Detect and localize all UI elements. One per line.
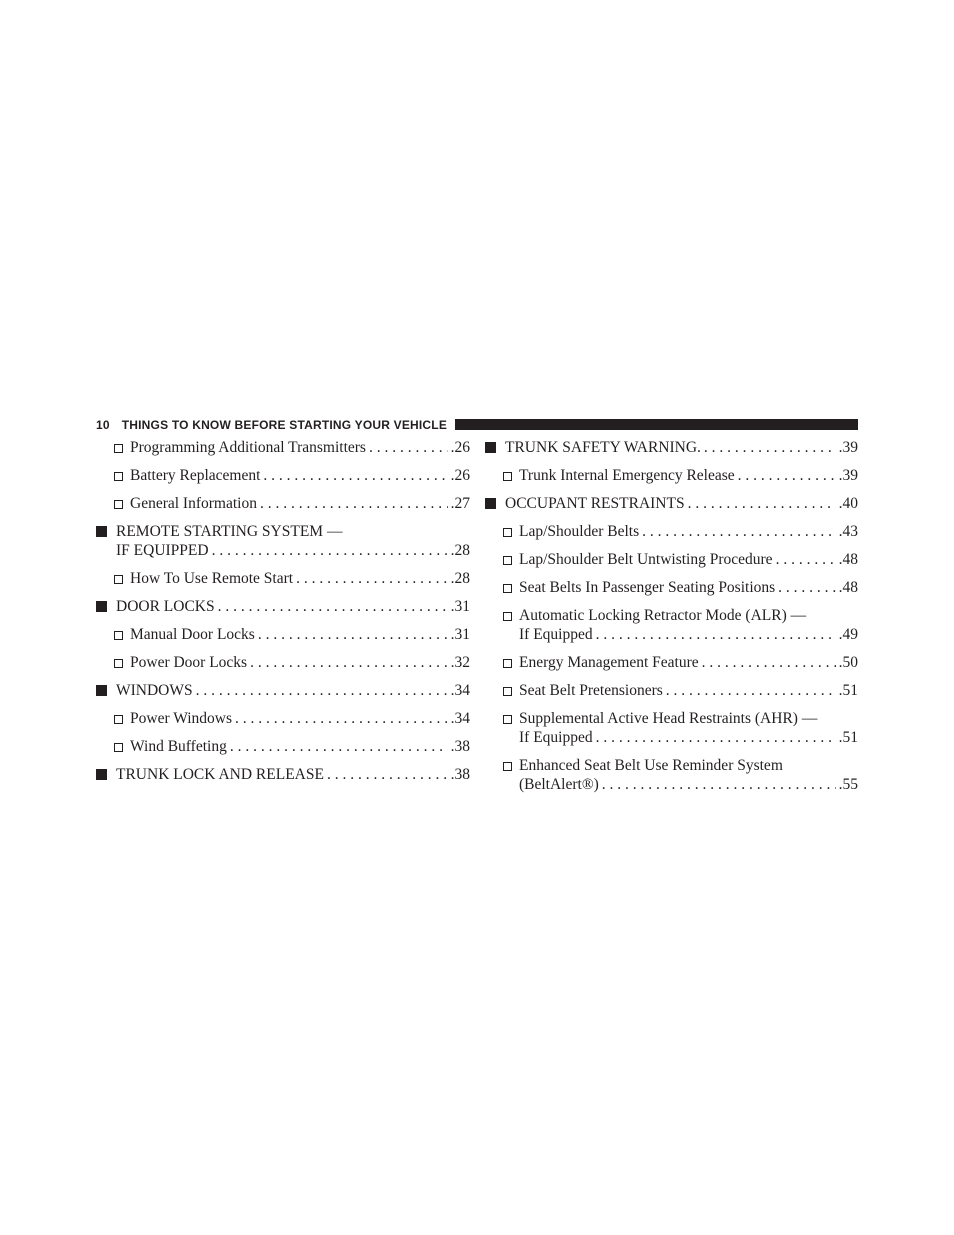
entry-title: Seat Belts In Passenger Seating Positions [519,579,776,596]
entry-title: IF EQUIPPED [116,542,209,559]
dot-leader [776,550,836,569]
toc-subsection-entry[interactable] [485,578,858,597]
entry-title: Energy Management Feature [519,654,699,671]
dot-leader [642,522,836,541]
entry-line [519,578,858,597]
toc-left-column [96,438,470,793]
entry-bullet [503,550,512,572]
toc-subsection-entry[interactable] [485,681,858,700]
entry-page-number: .51 [838,682,858,699]
square-bullet-icon [96,601,107,612]
entry-line [519,466,858,485]
page-number: 10 [96,417,110,432]
entry-bullet [114,737,123,759]
toc-section-entry[interactable] [96,765,470,784]
dot-leader [778,578,835,597]
hollow-square-bullet-icon [114,444,123,453]
hollow-square-bullet-icon [503,612,512,621]
entry-page-number: .26 [450,439,470,456]
dot-leader [666,681,836,700]
dot-leader [196,681,448,700]
entry-line [130,737,470,756]
entry-title: How To Use Remote Start [130,570,294,587]
square-bullet-icon [96,769,107,780]
entry-title: Seat Belt Pretensioners [519,682,663,699]
toc-section-entry[interactable] [96,522,470,560]
toc-subsection-entry[interactable] [485,550,858,569]
entry-bullet [485,494,496,514]
entry-line [519,606,858,625]
entry-title: Programming Additional Transmitters [130,439,366,456]
entry-title: WINDOWS [116,682,193,699]
toc-section-entry[interactable] [96,597,470,616]
entry-title: REMOTE STARTING SYSTEM — [116,523,343,540]
entry-title: Automatic Locking Retractor Mode (ALR) — [519,607,807,624]
entry-title: TRUNK LOCK AND RELEASE [116,766,324,783]
entry-bullet [503,578,512,600]
header-rule [455,419,858,430]
dot-leader [369,438,448,457]
dot-leader [235,709,448,728]
toc-subsection-entry[interactable] [485,653,858,672]
entry-page-number: .32 [450,654,470,671]
entry-title: Trunk Internal Emergency Release [519,467,735,484]
entry-title: Wind Buffeting [130,738,227,755]
entry-bullet [114,569,123,591]
square-bullet-icon [96,526,107,537]
entry-line [519,681,858,700]
entry-page-number: .26 [450,467,470,484]
toc-section-entry[interactable] [485,494,858,513]
toc-subsection-entry[interactable] [485,522,858,541]
square-bullet-icon [485,442,496,453]
dot-leader [702,653,836,672]
entry-bullet [503,681,512,703]
entry-bullet [114,653,123,675]
entry-line [519,728,858,747]
entry-bullet [114,494,123,516]
entry-bullet [503,606,512,628]
hollow-square-bullet-icon [503,687,512,696]
hollow-square-bullet-icon [114,715,123,724]
entry-title: Supplemental Active Head Restraints (AHR) — [519,710,818,727]
entry-line [116,541,470,560]
dot-leader [688,494,836,513]
hollow-square-bullet-icon [503,556,512,565]
entry-bullet [114,709,123,731]
entry-title: Lap/Shoulder Belt Untwisting Procedure [519,551,773,568]
entry-page-number: .39 [838,467,858,484]
entry-bullet [96,765,107,785]
entry-bullet [96,597,107,617]
dot-leader [218,597,448,616]
hollow-square-bullet-icon [114,500,123,509]
entry-page-number: .40 [838,495,858,512]
running-title: THINGS TO KNOW BEFORE STARTING YOUR VEHICLE [121,417,448,432]
entry-page-number: .48 [838,579,858,596]
entry-line [505,438,858,457]
entry-line [519,709,858,728]
entry-line [130,494,470,513]
hollow-square-bullet-icon [114,743,123,752]
dot-leader [258,625,448,644]
entry-page-number: .43 [838,523,858,540]
entry-line [130,569,470,588]
hollow-square-bullet-icon [503,762,512,771]
dot-leader [602,775,836,794]
entry-line [116,522,470,541]
entry-line [519,756,858,775]
entry-page-number: .34 [450,682,470,699]
dot-leader [596,728,836,747]
entry-page-number: .55 [838,776,858,793]
entry-bullet [485,438,496,458]
entry-line [519,625,858,644]
hollow-square-bullet-icon [114,659,123,668]
entry-page-number: .28 [450,570,470,587]
entry-page-number: .28 [450,542,470,559]
hollow-square-bullet-icon [503,659,512,668]
entry-title: OCCUPANT RESTRAINTS [505,495,685,512]
entry-line [130,466,470,485]
entry-line [116,597,470,616]
entry-line [130,709,470,728]
entry-title: DOOR LOCKS [116,598,215,615]
toc-right-column [485,438,858,803]
toc-section-entry[interactable] [96,681,470,700]
toc-subsection-entry[interactable] [485,606,858,644]
page-header [96,416,858,433]
toc-subsection-entry[interactable] [96,494,470,513]
entry-line [505,494,858,513]
square-bullet-icon [485,498,496,509]
entry-title: General Information [130,495,257,512]
toc-subsection-entry[interactable] [96,625,470,644]
entry-bullet [503,466,512,488]
entry-page-number: .39 [838,439,858,456]
square-bullet-icon [96,685,107,696]
toc-subsection-entry[interactable] [485,466,858,485]
dot-leader [250,653,448,672]
toc-subsection-entry[interactable] [485,756,858,794]
entry-title: TRUNK SAFETY WARNING. [505,439,701,456]
entry-bullet [503,522,512,544]
entry-title: Enhanced Seat Belt Use Reminder System [519,757,783,774]
entry-page-number: .38 [450,766,470,783]
dot-leader [260,494,448,513]
entry-title: Power Door Locks [130,654,248,671]
entry-title: Battery Replacement [130,467,261,484]
entry-bullet [503,756,512,778]
entry-bullet [503,709,512,731]
entry-line [519,522,858,541]
entry-line [130,625,470,644]
hollow-square-bullet-icon [114,575,123,584]
toc-subsection-entry[interactable] [96,569,470,588]
toc-section-entry[interactable] [485,438,858,457]
entry-title: (BeltAlert®) [519,776,599,793]
toc-subsection-entry[interactable] [96,438,470,457]
dot-leader [263,466,447,485]
entry-title: If Equipped [519,729,593,746]
entry-page-number: .48 [838,551,858,568]
entry-title: Power Windows [130,710,232,727]
entry-line [116,681,470,700]
dot-leader [327,765,448,784]
entry-bullet [114,466,123,488]
entry-bullet [503,653,512,675]
toc-subsection-entry[interactable] [96,737,470,756]
entry-page-number: .31 [450,626,470,643]
entry-line [519,775,858,794]
toc-subsection-entry[interactable] [96,709,470,728]
entry-line [519,653,858,672]
entry-page-number: .27 [450,495,470,512]
hollow-square-bullet-icon [114,631,123,640]
hollow-square-bullet-icon [114,472,123,481]
hollow-square-bullet-icon [503,715,512,724]
hollow-square-bullet-icon [503,472,512,481]
hollow-square-bullet-icon [503,528,512,537]
entry-bullet [96,681,107,701]
toc-subsection-entry[interactable] [96,466,470,485]
entry-bullet [96,522,107,542]
entry-line [130,653,470,672]
entry-page-number: .49 [838,626,858,643]
entry-line [519,550,858,569]
dot-leader [296,569,448,588]
entry-title: Manual Door Locks [130,626,255,643]
entry-line [116,765,470,784]
entry-page-number: .51 [838,729,858,746]
entry-bullet [114,625,123,647]
toc-subsection-entry[interactable] [96,653,470,672]
entry-bullet [114,438,123,460]
entry-page-number: .31 [450,598,470,615]
dot-leader [596,625,836,644]
dot-leader [212,541,448,560]
entry-page-number: .50 [838,654,858,671]
entry-page-number: .34 [450,710,470,727]
entry-page-number: .38 [450,738,470,755]
entry-title: Lap/Shoulder Belts [519,523,640,540]
toc-subsection-entry[interactable] [485,709,858,747]
entry-line [130,438,470,457]
dot-leader [230,737,448,756]
entry-title: If Equipped [519,626,593,643]
hollow-square-bullet-icon [503,584,512,593]
dot-leader [704,438,836,457]
dot-leader [738,466,836,485]
